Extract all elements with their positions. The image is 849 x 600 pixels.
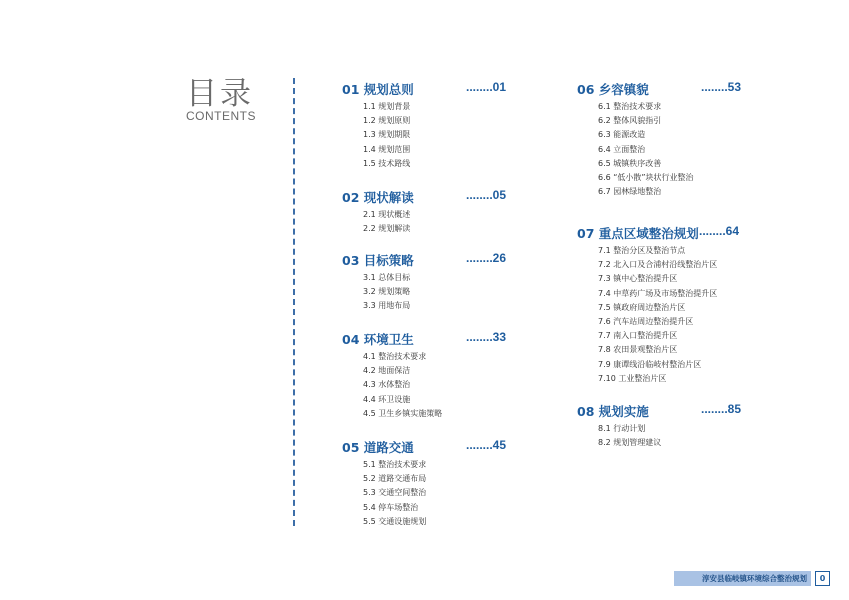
- toc-item[interactable]: 5.4 停车场整治: [363, 502, 419, 512]
- toc-item[interactable]: 8.1 行动计划: [598, 424, 646, 433]
- toc-item[interactable]: 4.4 环卫设施: [363, 394, 411, 404]
- toc-title: 目录: [186, 76, 254, 112]
- toc-item[interactable]: 7.6 汽车站周边整治提升区: [598, 317, 694, 327]
- toc-item[interactable]: 1.3 规划期限: [363, 130, 411, 140]
- toc-section-05[interactable]: [342, 438, 514, 529]
- toc-item[interactable]: 3.2 规划策略: [363, 287, 411, 297]
- section-page: ........85: [701, 402, 742, 416]
- toc-item[interactable]: 6.1 整治技术要求: [598, 102, 662, 111]
- section-page: ........45: [466, 438, 507, 452]
- toc-item[interactable]: 7.5 镇政府周边整治片区: [598, 302, 686, 312]
- section-page: ........64: [699, 224, 740, 238]
- toc-item[interactable]: 6.3 能源改造: [598, 130, 646, 140]
- section-title[interactable]: 08 规划实施: [577, 404, 649, 419]
- toc-section-07[interactable]: [577, 224, 752, 386]
- section-page: ........01: [466, 80, 507, 94]
- page-number: 0: [815, 571, 830, 586]
- toc-subtitle: CONTENTS: [186, 109, 256, 123]
- section-page: ........05: [466, 188, 507, 202]
- toc-item[interactable]: 1.5 技术路线: [363, 158, 411, 168]
- toc-item[interactable]: 1.4 规划范围: [363, 144, 411, 154]
- section-title[interactable]: 05 道路交通: [342, 440, 414, 455]
- toc-item[interactable]: 7.1 整治分区及整治节点: [598, 246, 686, 255]
- toc-item[interactable]: 2.2 规划解读: [363, 224, 411, 234]
- toc-item[interactable]: 6.4 立面整治: [598, 144, 646, 154]
- toc-item[interactable]: 4.5 卫生乡镇实施策略: [363, 408, 443, 418]
- divider-line: [293, 78, 295, 526]
- toc-item[interactable]: 5.5 交通设施规划: [363, 516, 427, 526]
- toc-item[interactable]: 3.1 总体目标: [363, 273, 411, 282]
- toc-section-02[interactable]: [342, 188, 514, 236]
- section-page: ........53: [701, 80, 742, 94]
- toc-item[interactable]: 2.1 现状概述: [363, 210, 411, 219]
- footer-title: 淳安县临岐镇环境综合整治规划: [702, 574, 807, 583]
- toc-item[interactable]: 7.2 北入口及合浦村沿线整治片区: [598, 260, 718, 270]
- footer-bar: [674, 571, 811, 586]
- toc-item[interactable]: 5.1 整治技术要求: [363, 460, 427, 469]
- toc-item[interactable]: 7.9 康谭线沿临岐村整治片区: [598, 359, 702, 369]
- toc-item[interactable]: 5.3 交通空间整治: [363, 488, 427, 498]
- section-title[interactable]: 06 乡容镇貌: [577, 82, 649, 97]
- toc-item[interactable]: 1.2 规划原则: [363, 116, 411, 126]
- toc-item[interactable]: 7.7 南入口整治提升区: [598, 331, 678, 341]
- toc-item[interactable]: 6.2 整体风貌指引: [598, 116, 662, 126]
- toc-item[interactable]: 1.1 规划背景: [363, 102, 411, 111]
- toc-item[interactable]: 6.7 园林绿地整治: [598, 187, 662, 197]
- section-title[interactable]: 04 环境卫生: [342, 332, 414, 347]
- toc-item[interactable]: 5.2 道路交通布局: [363, 474, 427, 484]
- section-title[interactable]: 01 规划总则: [342, 82, 414, 97]
- toc-item[interactable]: 7.4 中草药广场及市场整治提升区: [598, 288, 718, 298]
- toc-item[interactable]: 8.2 规划管理建议: [598, 438, 662, 448]
- section-title[interactable]: 02 现状解读: [342, 190, 414, 205]
- toc-item[interactable]: 7.8 农田景观整治片区: [598, 345, 678, 355]
- toc-item[interactable]: 4.1 整治技术要求: [363, 352, 427, 361]
- toc-item[interactable]: 3.3 用地布局: [363, 301, 411, 311]
- toc-section-08[interactable]: [577, 402, 752, 450]
- toc-section-01[interactable]: [342, 80, 514, 171]
- toc-item[interactable]: 7.3 镇中心整治提升区: [598, 274, 678, 284]
- toc-item[interactable]: 4.2 地面保洁: [363, 366, 411, 376]
- section-page: ........26: [466, 251, 507, 265]
- toc-section-04[interactable]: [342, 330, 514, 421]
- toc-item[interactable]: 6.6 “低小散”块状行业整治: [598, 173, 694, 183]
- toc-item[interactable]: 7.10 工业整治片区: [598, 373, 667, 383]
- section-title[interactable]: 07 重点区域整治规划: [577, 226, 699, 241]
- toc-section-03[interactable]: [342, 251, 514, 314]
- toc-item[interactable]: 6.5 城镇秩序改善: [598, 158, 662, 168]
- section-title[interactable]: 03 目标策略: [342, 253, 414, 268]
- section-page: ........33: [466, 330, 507, 344]
- toc-item[interactable]: 4.3 水体整治: [363, 380, 411, 390]
- toc-section-06[interactable]: [577, 80, 752, 199]
